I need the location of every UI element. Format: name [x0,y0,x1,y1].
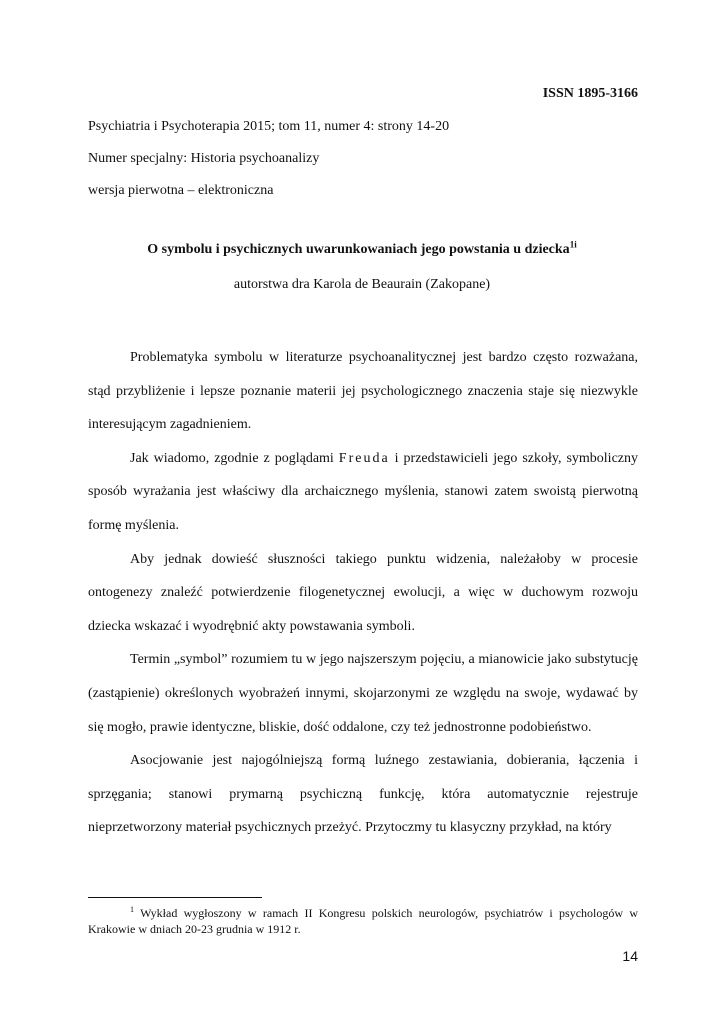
journal-citation: Psychiatria i Psychoterapia 2015; tom 11, numer 4: strony 14-20 [88,119,450,134]
paragraph-4: Termin „symbol” rozumiem tu w jego najszerszym pojęciu, a mianowicie jako substytucję (zastąpienie) określonych wyobrażeń innymi, skojarzonymi ze względu na swoje, wydawać by się mogło, prawie identyczne, bliskie, dość oddalone, czy też jednostronne podobieństwo. [88,652,638,735]
article-body [88,341,638,845]
freud-name: Freuda [338,450,390,466]
article-title-text: O symbolu i psychicznych uwarunkowaniach jego powstania u dziecka [147,242,570,257]
version-label: wersja pierwotna – elektroniczna [88,183,274,198]
paragraph-5: Asocjowanie jest najogólniejszą formą luźnego zestawiania, dobierania, łączenia i sprzęgania; stanowi prymarną psychiczną funkcję, która automatycznie rejestruje nieprzetworzony materiał psychicznych przeżyć. Przytoczmy tu klasyczny przykład, na który [88,753,638,836]
footnote-divider [88,897,262,898]
article-title [0,239,724,258]
paragraph-2-end: i przedstawicieli jego szkoły, symboliczny sposób wyrażania jest właściwy dla archaicznego myślenia, stanowi zatem swoistą pierwotną formę myślenia. [88,450,639,533]
article-author: autorstwa dra Karola de Beaurain (Zakopane) [233,277,491,292]
issn-number: ISSN 1895-3166 [542,86,638,101]
title-footnote-mark: 1i [569,239,577,250]
special-issue-label: Numer specjalny: Historia psychoanalizy [88,151,320,166]
footnote-text: Wykład wygłoszony w ramach II Kongresu polskich neurologów, psychiatrów i psychologów w Krakowie w dniach 20-23 grudnia w 1912 r. [88,906,638,936]
paragraph-1: Problematyka symbolu w literaturze psychoanalitycznej jest bardzo często rozważana, stąd przybliżenie i lepsze poznanie materii jej psychologicznego znaczenia staje się niezwykle interesującym zagadnieniem. [88,350,638,433]
footnote-mark: 1 [130,905,134,914]
paragraph-2 [88,442,638,543]
paragraph-3: Aby jednak dowieść słuszności takiego punktu widzenia, należałoby w procesie ontogenezy znaleźć potwierdzenie filogenetycznej ewolucji, a więc w duchowym rozwoju dziecka wskazać i wyodrębnić akty powstawania symboli. [88,551,638,634]
paragraph-2-start: Jak wiadomo, zgodnie z poglądami [130,450,334,466]
page-number: 14 [622,948,638,964]
footnote [88,905,638,937]
